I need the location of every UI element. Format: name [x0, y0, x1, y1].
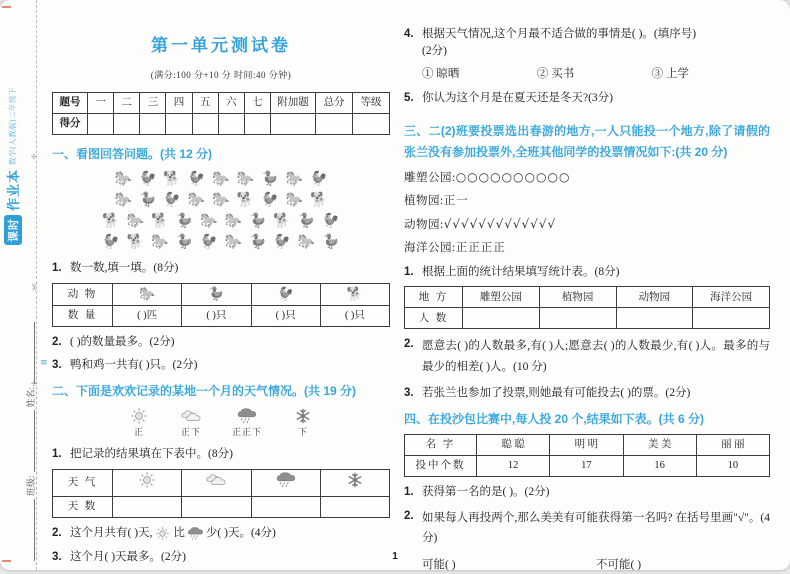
question-number: 1. [52, 262, 62, 275]
table-cell [113, 283, 182, 305]
question-number: 3. [52, 359, 62, 372]
horse-figure: 🐎 [187, 192, 206, 209]
series-logo-badge: 课时 [4, 215, 22, 245]
score-table-header-row [53, 92, 390, 113]
question-text: 鸭和鸡一共有( )只。(2分) [70, 359, 198, 372]
question-text-part: 这个月共有( )天, [70, 527, 153, 540]
tally-marks: 正 [133, 427, 144, 438]
question-number: 2. [404, 338, 414, 351]
vote-place-label: 动物园: [404, 218, 444, 231]
horse-figure: 🐎 [224, 213, 242, 230]
dog-figure: 🐕 [163, 171, 181, 188]
table-cell [353, 113, 390, 134]
table-cell: 七 [244, 92, 270, 113]
question-text: 根据上面的统计结果填写统计表。(8分) [422, 265, 620, 278]
vote-record-line [404, 216, 770, 233]
chicken-figure: 🐓 [138, 171, 157, 188]
sunny-icon [154, 527, 171, 540]
table-cell: 美 美 [623, 434, 696, 455]
vote-record-line [404, 169, 770, 186]
duck-figure: 🦆 [261, 171, 279, 188]
vote-record-list [404, 169, 770, 257]
weather-table-fill-row [53, 497, 390, 518]
scissors-icon: ✂ [27, 283, 39, 292]
chicken-figure: 🐓 [310, 171, 328, 188]
cloudy-icon [205, 472, 227, 488]
duck-figure: 🦆 [138, 192, 157, 209]
table-cell [166, 113, 192, 134]
table-cell: ( )只 [182, 305, 251, 326]
question-4-1 [404, 484, 770, 501]
table-cell: 附加题 [271, 92, 316, 113]
animal-table-fill-row [53, 305, 390, 326]
duck-figure: 🦆 [175, 213, 194, 230]
place-table-fill-row [405, 308, 770, 329]
table-cell [244, 113, 270, 134]
vote-record-line [404, 240, 770, 257]
question-2-2 [52, 525, 390, 542]
table-cell [463, 308, 540, 329]
section4-heading: 四、在投沙包比赛中,每人投 20 个,结果如下表。(共 6 分) [404, 411, 705, 426]
duck-icon: 🦆 [208, 285, 225, 301]
question-text-part: 根据天气情况,这个月最不适合做的事情是( )。(填序号) [422, 28, 697, 40]
table-cell [182, 497, 251, 518]
cut-tick-icon: ✣ [31, 153, 37, 161]
question-2-4 [404, 26, 770, 59]
horse-figure: 🐎 [236, 171, 255, 188]
crop-mark-top [2, 6, 11, 8]
paper-subtitle: (满分:100 分+10 分 时间:40 分钟) [150, 69, 292, 80]
sandbag-result-table [404, 434, 770, 477]
table-cell [320, 283, 389, 305]
horse-icon: 🐎 [139, 285, 156, 301]
question-text [422, 26, 770, 59]
table-cell [192, 113, 218, 134]
question-number: 4. [404, 28, 414, 40]
vote-circles-marks: ○○○○○○○○○○ [455, 170, 571, 185]
horse-figure: 🐎 [212, 192, 230, 209]
table-cell: 总分 [316, 92, 353, 113]
table-cell: 植物园 [539, 287, 616, 308]
question-text: 如果每人再投两个,那么美美有可能获得第一名吗? 在括号里画"√"。(4分) [422, 511, 770, 545]
table-cell [182, 470, 251, 497]
horse-figure: 🐎 [297, 234, 316, 251]
table-cell [616, 308, 693, 329]
duck-figure: 🦆 [322, 234, 340, 251]
question-4-2 [404, 508, 770, 549]
table-cell: 12 [477, 455, 550, 476]
choice-option: ① 晾晒 [422, 68, 460, 81]
series-subject-label: 数学(人教版)二年级下 [8, 86, 17, 165]
question-2-1 [52, 446, 390, 463]
dog-figure: 🐕 [310, 192, 328, 209]
score-table-score-row [53, 113, 390, 134]
choice-option: ② 买书 [536, 68, 575, 81]
print-artifact-mark: ≡ [40, 358, 47, 368]
table-cell: ( )只 [251, 305, 320, 326]
place-count-table [404, 286, 770, 329]
question-number: 1. [404, 265, 414, 278]
table-cell [182, 283, 251, 305]
table-cell: ( )匹 [113, 305, 182, 326]
question-text: 愿意去( )的人数最多,有( )人;愿意去( )的人数最少,有( )人。最多的与最少的相差( )人。(10 分) [422, 340, 770, 374]
horse-figure: 🐎 [212, 171, 230, 188]
question-number: 5. [404, 92, 414, 105]
chicken-figure: 🐓 [163, 192, 181, 209]
choice-option: ③ 上学 [651, 68, 690, 81]
duck-figure: 🦆 [175, 234, 194, 251]
table-cell: 17 [550, 455, 623, 476]
table-cell [251, 283, 320, 305]
place-table-header-row [405, 287, 770, 308]
dog-figure: 🐕 [102, 213, 120, 230]
horse-figure: 🐎 [114, 192, 132, 209]
horse-figure: 🐎 [114, 171, 132, 188]
weather-record-item [128, 408, 150, 439]
question-number: 3. [404, 386, 414, 399]
vote-record-line [404, 193, 770, 210]
question-2-5 [404, 90, 770, 107]
choice-options-row [404, 66, 770, 83]
table-cell [539, 308, 616, 329]
vote-tally-marks: 正正正正 [455, 242, 506, 255]
chicken-icon: 🐓 [277, 285, 294, 301]
question-1-2 [52, 334, 390, 351]
animal-grid-row [52, 211, 390, 232]
table-cell: 一 [88, 92, 114, 113]
chicken-figure: 🐓 [322, 213, 340, 230]
dog-figure: 🐕 [236, 192, 255, 209]
score-table [52, 92, 390, 135]
animal-table-header-row [53, 283, 390, 305]
vote-place-label: 雕塑公园: [404, 171, 456, 184]
weather-record-strip [52, 408, 390, 439]
question-text-part: 比 [173, 527, 185, 540]
table-cell [320, 497, 389, 518]
answer-option: 不可能( ) [596, 558, 642, 571]
table-cell: 五 [192, 92, 218, 113]
question-text: 把记录的结果填在下表中。(8分) [70, 448, 233, 461]
animal-grid-row [52, 232, 390, 253]
table-cell: 二 [114, 92, 140, 113]
vote-tally-marks: 正一 [443, 195, 469, 208]
question-number: 2. [52, 527, 62, 540]
table-cell: 等级 [353, 92, 390, 113]
chicken-figure: 🐓 [261, 192, 279, 209]
table-cell: 动物园 [616, 287, 693, 308]
table-cell: 投中个数 [405, 455, 477, 476]
tally-marks: 正下 [180, 427, 201, 438]
duck-figure: 🦆 [297, 213, 316, 230]
animal-grid-row [52, 169, 390, 190]
cloudy-icon [180, 408, 202, 424]
table-cell: 人 数 [405, 308, 463, 329]
table-cell: 10 [696, 455, 769, 476]
question-number: 1. [52, 448, 62, 461]
tally-marks: 下 [297, 427, 308, 438]
horse-figure: 🐎 [285, 171, 304, 188]
question-text: 若张兰也参加了投票,则她最有可能投去( )的票。(2分) [422, 386, 691, 399]
table-cell: 雕塑公园 [463, 287, 540, 308]
vote-place-label: 植物园: [404, 195, 444, 208]
fill-line [26, 410, 35, 472]
animal-count-table [52, 283, 390, 327]
table-cell [320, 470, 389, 497]
book-spine [3, 86, 31, 245]
dog-figure: 🐕 [151, 213, 169, 230]
question-number: 2. [404, 509, 414, 522]
table-cell: 天 数 [53, 497, 113, 518]
dog-figure: 🐕 [126, 234, 145, 251]
result-table-name-row [405, 434, 770, 455]
result-table-score-row [405, 455, 770, 476]
fill-line [26, 322, 35, 384]
question-number: 2. [52, 335, 62, 348]
rainy-icon [187, 527, 204, 540]
sun-icon [128, 408, 150, 424]
table-cell: 数 量 [53, 305, 113, 326]
table-cell: 三 [140, 92, 166, 113]
horse-figure: 🐎 [285, 192, 304, 209]
question-text: 数一数,填一填。(8分) [70, 262, 179, 275]
table-cell: 天 气 [53, 470, 113, 497]
table-cell: 明 明 [550, 434, 623, 455]
rain-icon [275, 472, 297, 488]
paper-title: 第一单元测试卷 [151, 36, 291, 55]
question-3-1 [404, 264, 770, 281]
student-info-label: 班级: [26, 475, 36, 496]
table-cell [251, 470, 320, 497]
student-info-label: 姓名: [26, 386, 36, 408]
table-cell: 聪 聪 [477, 434, 550, 455]
table-cell [271, 113, 316, 134]
section3-heading: 三、二(2)班要投票选出春游的地方,一人只能投一个地方,除了请假的张兰没有参加投票外,全班其他同学的投票情况如下:(共 20 分) [404, 123, 770, 159]
dog-figure: 🐕 [273, 213, 291, 230]
table-cell [218, 113, 244, 134]
weather-table-header-row [53, 470, 390, 497]
table-cell: 动 物 [53, 283, 113, 305]
student-info-rail [24, 283, 40, 564]
table-cell: 四 [166, 92, 192, 113]
table-cell: 名 字 [405, 434, 477, 455]
question-text-part: 少( )天。(4分) [205, 527, 276, 540]
table-cell [316, 113, 353, 134]
duck-figure: 🦆 [248, 213, 267, 230]
weather-record-item [180, 408, 202, 439]
tally-marks: 正正下 [231, 427, 262, 438]
table-cell [113, 470, 182, 497]
duck-figure: 🦆 [248, 234, 267, 251]
snow-icon [292, 408, 314, 424]
horse-figure: 🐎 [200, 213, 218, 230]
section1-heading: 一、看图回答问题。(共 12 分) [52, 146, 213, 161]
question-text: 你认为这个月是在夏天还是冬天?(3分) [422, 92, 614, 105]
question-1-1 [52, 260, 390, 277]
sun-icon [136, 472, 158, 488]
question-text: ( )的数量最多。(2分) [70, 335, 175, 348]
weather-record-item [292, 408, 314, 439]
snow-icon [344, 472, 366, 488]
rain-icon [236, 408, 258, 424]
table-cell [88, 113, 114, 134]
question-1-3 [52, 357, 390, 374]
table-cell [113, 497, 182, 518]
question-number: 3. [52, 550, 62, 563]
question-text: 这个月( )天最多。(2分) [70, 550, 186, 563]
question-number: 1. [404, 485, 414, 498]
series-logo-text: 作业本 [6, 168, 21, 211]
cut-tick-icon: ✣ [31, 380, 37, 388]
chicken-figure: 🐓 [273, 234, 291, 251]
table-cell: 海洋公园 [693, 287, 770, 308]
table-cell: 得分 [53, 113, 88, 134]
weather-record-item [232, 408, 262, 439]
table-cell: 题号 [53, 92, 88, 113]
question-points: (2分) [422, 44, 447, 57]
horse-figure: 🐎 [151, 234, 169, 251]
table-cell: 地 方 [405, 287, 463, 308]
right-column [404, 26, 770, 574]
question-3-2 [404, 336, 770, 377]
table-cell [693, 308, 770, 329]
animal-grid-row [52, 190, 390, 211]
question-text: 获得第一名的是( )。(2分) [422, 485, 550, 498]
horse-figure: 🐎 [224, 234, 242, 251]
horse-figure: 🐎 [126, 213, 145, 230]
table-cell: ( )只 [320, 305, 389, 326]
chicken-figure: 🐓 [187, 171, 206, 188]
answer-option: 可能( ) [422, 558, 456, 571]
table-cell: 16 [623, 455, 696, 476]
table-cell [140, 113, 166, 134]
vote-place-label: 海洋公园: [404, 242, 456, 255]
table-cell: 六 [218, 92, 244, 113]
section2-heading: 二、下面是欢欢记录的某地一个月的天气情况。(共 19 分) [52, 383, 357, 398]
question-text [70, 525, 390, 542]
chicken-figure: 🐓 [200, 234, 218, 251]
vote-checks-marks: √√√√√√√√√√√√√ [443, 217, 557, 232]
table-cell [114, 113, 140, 134]
table-cell: 丽 丽 [696, 434, 769, 455]
dog-icon: 🐕 [346, 285, 363, 301]
chicken-figure: 🐓 [102, 234, 120, 251]
animal-picture-grid [52, 169, 390, 253]
weather-count-table [52, 469, 390, 518]
table-cell [251, 497, 320, 518]
page-number: 1 [392, 551, 398, 562]
left-column [52, 28, 390, 565]
question-3-3 [404, 385, 770, 402]
